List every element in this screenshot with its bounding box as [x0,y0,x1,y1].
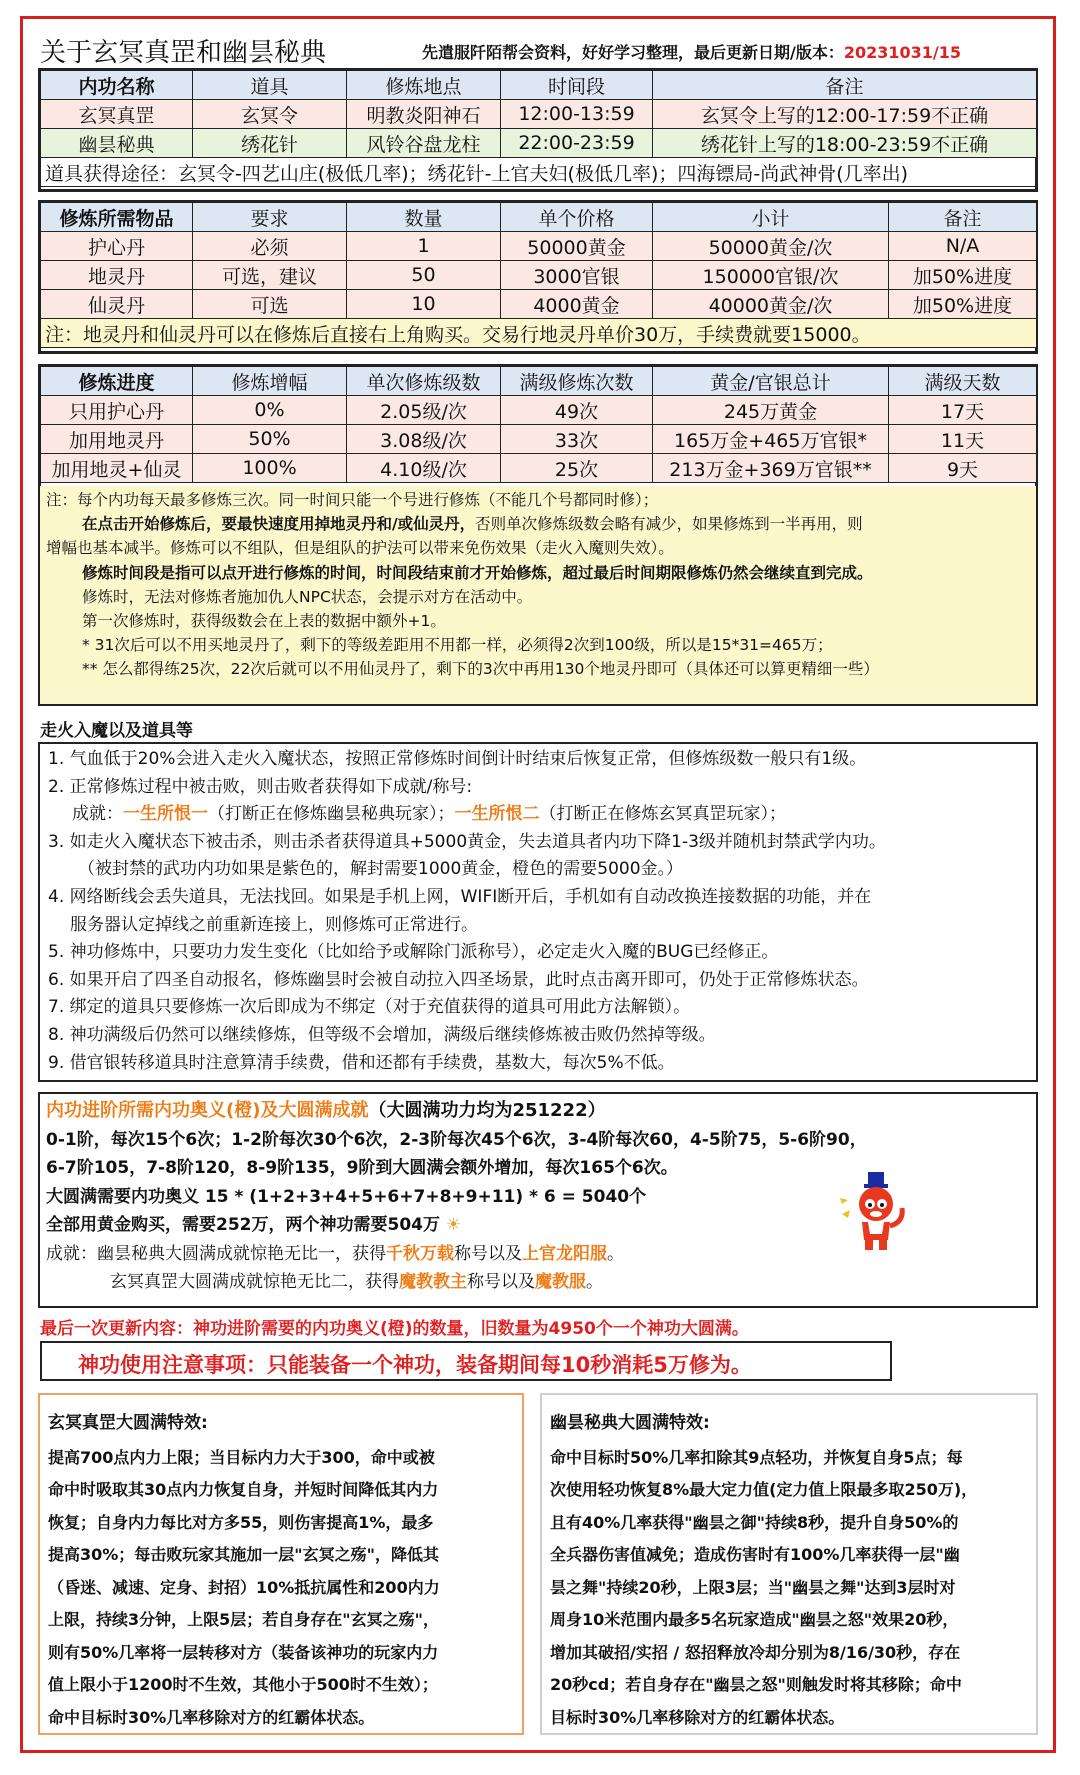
card-line: 20秒cd；若自身存在"幽昙之怒"则触发时将其移除；命中 [550,1675,962,1694]
card-title: 玄冥真罡大圆满特效: [48,1413,208,1433]
advance-text: 。 [586,1272,603,1292]
list-item: 1. 气血低于20%会进入走火入魔状态，按照正常修炼时间倒计时结束后恢复正常，但修炼级数一般只有1级。 [48,749,867,769]
table-cell: 11天 [889,425,1037,454]
card-youtan [540,1393,1038,1735]
table-cell: 165万金+465万官银* [653,425,889,454]
note-text: 否则单次修炼级数会略有减少，如果修炼到一半再用，则 [475,515,863,534]
table2-header: 要求 [193,203,347,232]
table-row [41,129,1037,158]
note-line: 修炼时间段是指可以点开进行修炼的时间，时间段结束前才开始修炼，超过最后时间期限修炼仍然会继续直到完成。 [82,563,873,582]
list-item: 9. 借官银转移道具时注意算清手续费，借和还都有手续费，基数大，每次5%不低。 [48,1052,675,1073]
table2-header: 单个价格 [501,203,653,232]
note-line: 修炼时，无法对修炼者施加仇人NPC状态，会提示对方在活动中。 [82,587,533,606]
table-cell: 3000官银 [501,261,653,290]
table-cell: 可选，建议 [193,261,347,290]
table-cell: 只用护心丹 [41,396,193,425]
advance-text: 。 [607,1243,624,1264]
table-cell: 1 [347,232,501,261]
card-line: 命中目标时50%几率扣除其9点轻功，并恢复自身5点；每 [550,1447,963,1467]
card-line: 全兵器伤害值减免；造成伤害时有100%几率获得一层"幽 [550,1545,960,1564]
table3-header: 满级天数 [889,367,1037,396]
advance-line: 6-7阶105，7-8阶120，8-9阶135，9阶到大圆满会额外增加，每次165个6次。 [46,1158,678,1178]
usage-warning: 神功使用注意事项：只能装备一个神功，装备期间每10秒消耗5万修为。 [40,1341,892,1381]
table2 [40,202,1037,348]
card-line: 值上限小于1200时不生效，其他小于500时不生效）； [48,1675,438,1694]
table-row [41,261,1037,290]
list-item [48,801,1028,829]
card-line: 目标时30%几率移除对方的红霸体状态。 [550,1707,845,1727]
table-row [41,100,1037,129]
card-line: 上限，持续3分钟，上限5层；若自身存在"玄冥之殇"， [48,1610,439,1629]
table3-header: 满级修炼次数 [501,367,653,396]
list-item: 3. 如走火入魔状态下被击杀，则击杀者获得道具+5000黄金，失去道具者内功下降1-3级并随机封禁武学内功。 [48,831,886,852]
table2-footer: 注：地灵丹和仙灵丹可以在修炼后直接右上角购买。交易行地灵丹单价30万，手续费就要15000。 [41,319,1037,348]
page-title: 关于玄冥真罡和幽昙秘典 [40,38,327,68]
table-cell: 加50%进度 [889,261,1037,290]
table-cell: 地灵丹 [41,261,193,290]
note-line: 第一次修炼时，获得级数会在上表的数据中额外+1。 [82,612,446,631]
card-line: 周身10米范围内最多5名玩家造成"幽昙之怒"效果20秒， [550,1610,959,1629]
advance-line [46,1268,1030,1297]
table-cell: 10 [347,290,501,319]
table-cell: 绣花针 [193,129,347,158]
list-item: 7. 绑定的道具只要修炼一次后即成为不绑定（对于充值获得的道具可用此方法解锁）。 [48,997,691,1018]
table-cell: 护心丹 [41,232,193,261]
table3-header: 单次修炼级数 [347,367,501,396]
table-cell: 2.05级/次 [347,396,501,425]
advance-text: 称号以及 [454,1243,522,1264]
table-cell: 33次 [501,425,653,454]
table1-header: 内功名称 [41,71,193,100]
table-cell: 4000黄金 [501,290,653,319]
advance-text: 玄冥真罡大圆满成就惊艳无比二，获得 [110,1272,399,1292]
table-cell: 49次 [501,396,653,425]
table1-footer: 道具获得途径：玄冥令-四艺山庄(极低几率)；绣花针-上官夫妇(极低几率)；四海镖局-尚武神骨(几率出) [41,158,1037,187]
list-item: 2. 正常修炼过程中被击败，则击败者获得如下成就/称号: [48,776,473,797]
table-cell: 绣花针上写的18:00-23:59不正确 [653,129,1037,158]
card-line: （昏迷、减速、定身、封招）10%抵抗属性和200内力 [48,1577,440,1597]
card-line: 则有50%几率将一层转移对方（装备该神功的玩家内力 [48,1642,439,1662]
table-cell: 3.08级/次 [347,425,501,454]
header-note-text: 先遣服阡陌帮会资料，好好学习整理，最后更新日期/版本： [422,43,844,62]
table-row [41,425,1037,454]
card-title: 幽昙秘典大圆满特效: [550,1413,710,1433]
table3-header: 修炼增幅 [193,367,347,396]
table-cell: 0% [193,396,347,425]
card-line: 恢复；自身内力每比对方多55，则伤害提高1%，最多 [48,1512,434,1532]
advance-line: 大圆满需要内功奥义 15 * (1+2+3+4+5+6+7+8+9+11) * 6 = 5040个 [46,1186,647,1207]
table2-header: 数量 [347,203,501,232]
note-line [46,512,1030,536]
last-update-note: 最后一次更新内容：神功进阶需要的内功奥义(橙)的数量，旧数量为4950个一个神功大圆满。 [40,1319,749,1339]
table-cell: 17天 [889,396,1037,425]
table-cell: 25次 [501,454,653,483]
version-label: 20231031/15 [843,43,962,62]
list-item: 服务器认定掉线之前重新连接上，则修炼可正常进行。 [70,914,478,935]
table-cell: 213万金+369万官银** [653,454,889,483]
table-cell: 9天 [889,454,1037,483]
table-cell: 玄冥令上写的12:00-17:59不正确 [653,100,1037,129]
list-item: （被封禁的武功内功如果是紫色的，解封需要1000黄金，橙色的需要5000金。） [78,859,684,880]
title-name: 魔教教主 [399,1272,467,1292]
advance-title-orange: 内功进阶所需内功奥义(橙)及大圆满成就 [46,1100,369,1121]
table-cell: 明教炎阳神石 [347,100,501,129]
list-text: （打断正在修炼幽昙秘典玩家）； [208,804,455,825]
title-name: 千秋万载 [386,1243,454,1264]
table-cell: 必须 [193,232,347,261]
header [40,32,1040,68]
advance-title [46,1097,1030,1126]
table3 [40,366,1037,483]
table-row [41,290,1037,319]
title-name: 一生所恨一 [123,804,208,825]
title-name: 一生所恨二 [454,804,540,825]
list-text: （打断正在修炼玄冥真罡玩家）； [539,804,786,825]
table-row [41,232,1037,261]
title-name: 魔教服 [535,1272,586,1292]
table-cell: 40000黄金/次 [653,290,889,319]
table-cell: 50000黄金/次 [653,232,889,261]
table-cell: 玄冥真罡 [41,100,193,129]
note-bold: 在点击开始修炼后，要最快速度用掉地灵丹和/或仙灵丹， [82,515,476,534]
table-cell: 150000官银/次 [653,261,889,290]
table-cell: N/A [889,232,1037,261]
table3-header: 黄金/官银总计 [653,367,889,396]
card-line: 次使用轻功恢复8%最大定力值(定力值上限最多取250万)， [550,1480,978,1499]
training-notes [40,486,1036,704]
list-text: 成就： [72,804,123,825]
table-cell: 50000黄金 [501,232,653,261]
card-line: 命中目标时30%几率移除对方的红霸体状态。 [48,1707,375,1727]
table-cell: 50% [193,425,347,454]
list-item: 6. 如果开启了四圣自动报名，修炼幽昙时会被自动拉入四圣场景，此时点击离开即可，仍处于正常修炼状态。 [48,969,869,990]
table1-header: 时间段 [501,71,653,100]
card-xuanming [38,1393,524,1735]
table2-header: 备注 [889,203,1037,232]
card-line: 增加其破招/实招 / 怒招释放冷却分别为8/16/30秒，存在 [550,1642,961,1662]
table-cell: 4.10级/次 [347,454,501,483]
list-item: 4. 网络断线会丢失道具，无法找回。如果是手机上网，WIFI断开后，手机如有自动改换连接数据的功能，并在 [48,886,872,907]
table-cell: 可选 [193,290,347,319]
note-line: 注：每个内功每天最多修炼三次。同一时间只能一个号进行修炼（不能几个号都同时修）； [46,491,659,509]
title-name: 上官龙阳服 [522,1243,607,1264]
advance-text: 成就：幽昙秘典大圆满成就惊艳无比一，获得 [46,1243,386,1264]
table-cell: 100% [193,454,347,483]
table-cell: 12:00-13:59 [501,100,653,129]
table1-header: 修炼地点 [347,71,501,100]
table-row [41,396,1037,425]
table2-header: 小计 [653,203,889,232]
card-line: 且有40%几率获得"幽昙之御"持续8秒，提升自身50%的 [550,1512,959,1532]
note-line: ** 怎么都得练25次，22次后就可以不用仙灵丹了，剩下的3次中再用130个地灵丹即可（具体还可以算更精细一些） [82,660,879,679]
list-item: 8. 神功满级后仍然可以继续修炼，但等级不会增加，满级后继续修炼被击败仍然掉等级。 [48,1024,716,1045]
table1 [40,70,1037,187]
table3-header: 修炼进度 [41,367,193,396]
rules-list [38,742,1038,1082]
card-line: 昙之舞"持续20秒，上限3层；当"幽昙之舞"达到3层时对 [550,1577,956,1597]
table1-header: 道具 [193,71,347,100]
section-title: 走火入魔以及道具等 [40,721,193,741]
table-cell: 22:00-23:59 [501,129,653,158]
table-cell: 加用地灵丹 [41,425,193,454]
advance-title-rest: （大圆满功力均为251222） [368,1100,606,1121]
note-line: * 31次后可以不用买地灵丹了，剩下的等级差距用不用都一样，必须得2次到100级，所以是15*31=465万； [82,636,833,655]
note-line: 增幅也基本减半。修炼可以不组队，但是组队的护法可以带来免伤效果（走火入魔则失效）。 [46,539,674,558]
table-cell: 245万黄金 [653,396,889,425]
mascot-icon [838,1170,910,1254]
table-cell: 风铃谷盘龙柱 [347,129,501,158]
table1-header: 备注 [653,71,1037,100]
table-cell: 玄冥令 [193,100,347,129]
table-cell: 加50%进度 [889,290,1037,319]
advance-text: 全部用黄金购买，需要252万，两个神功需要504万 [46,1215,440,1235]
sun-icon: ☀ [445,1215,462,1235]
table2-header: 修炼所需物品 [41,203,193,232]
card-line: 提高700点内力上限；当目标内力大于300，命中或被 [48,1447,435,1467]
advance-line: 0-1阶，每次15个6次；1-2阶每次30个6次，2-3阶每次45个6次，3-4阶每次60，4-5阶75，5-6阶90， [46,1129,867,1150]
table-cell: 仙灵丹 [41,290,193,319]
table-cell: 加用地灵+仙灵 [41,454,193,483]
advance-text: 称号以及 [467,1272,535,1292]
card-line: 提高30%；每击败玩家其施加一层"玄冥之殇"，降低其 [48,1545,439,1564]
table-cell: 50 [347,261,501,290]
list-item: 5. 神功修炼中，只要功力发生变化（比如给予或解除门派称号），必定走火入魔的BUG已经修正。 [48,942,779,963]
table-row [41,454,1037,483]
card-line: 命中时吸取其30点内力恢复自身，并短时间降低其内力 [48,1480,439,1499]
header-note [422,40,961,63]
table-cell: 幽昙秘典 [41,129,193,158]
